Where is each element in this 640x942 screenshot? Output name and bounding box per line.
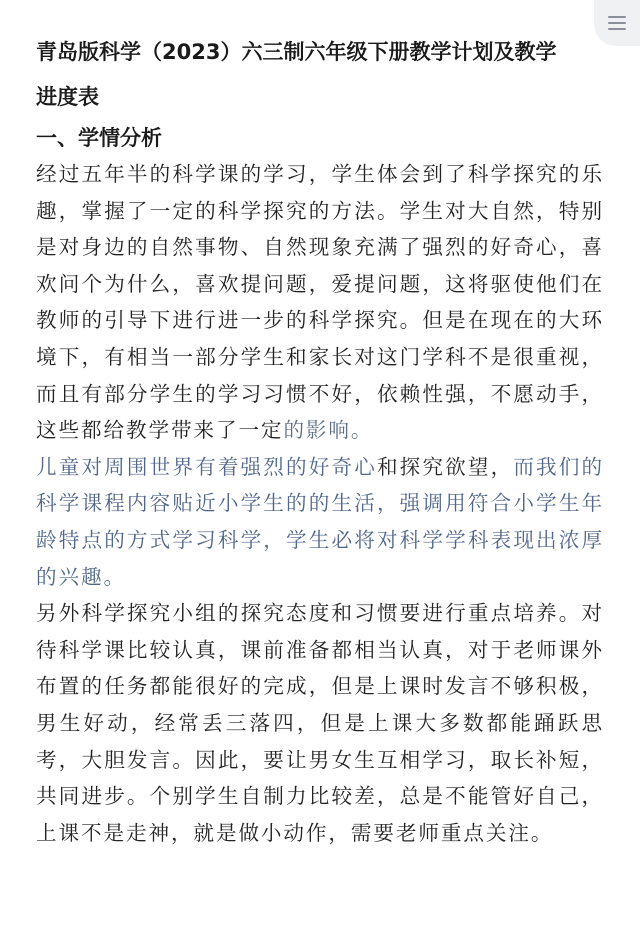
paragraph-2-part-1: 儿童对周围世界有着强烈的好奇心 [36, 454, 377, 479]
article [36, 30, 632, 851]
article-title-line-2: 进度表 [36, 85, 99, 109]
paragraph-student-analysis [36, 156, 604, 449]
article-title [36, 30, 632, 120]
menu-button[interactable] [594, 0, 640, 46]
section-heading-student-analysis: 一、学情分析 [36, 126, 162, 150]
paragraph-2-part-2: 和探究欲望， [376, 454, 514, 479]
hamburger-menu-icon [608, 16, 626, 30]
paragraph-1-tail-text: 的影响。 [283, 418, 374, 443]
paragraph-curiosity [36, 449, 604, 595]
paragraph-2-part-3: 而我们的科学课程内容贴近小学生的的生活，强调用符合小学生年龄特点的方式学习科学，学生必将对科学学科表现出浓厚的兴趣。 [36, 454, 604, 589]
paragraph-inquiry-groups: 另外科学探究小组的探究态度和习惯要进行重点培养。对待科学课比较认真，课前准备都相当认真，对于老师课外布置的任务都能很好的完成，但是上课时发言不够积极，男生好动，经常丢三落四，但是上课大多数都能踊跃思考，大胆发言。因此，要让男女生互相学习，取长补短，共同进步。个别学生自制力比较差，总是不能管好自己，上课不是走神，就是做小动作，需要老师重点关注。 [36, 601, 604, 845]
paragraph-1-main-text: 经过五年半的科学课的学习，学生体会到了科学探究的乐趣，掌握了一定的科学探究的方法。学生对大自然，特别是对身边的自然事物、自然现象充满了强烈的好奇心，喜欢问个为什么，喜欢提问题，爱提问题，这将驱使他们在教师的引导下进行进一步的科学探究。但是在现在的大环境下，有相当一部分学生和家长对这门学科不是很重视，而且有部分学生的学习习惯不好，依赖性强，不愿动手，这些都给教学带来了一定 [36, 162, 604, 443]
article-title-line-1: 青岛版科学（2023）六三制六年级下册教学计划及教学 [36, 40, 557, 64]
